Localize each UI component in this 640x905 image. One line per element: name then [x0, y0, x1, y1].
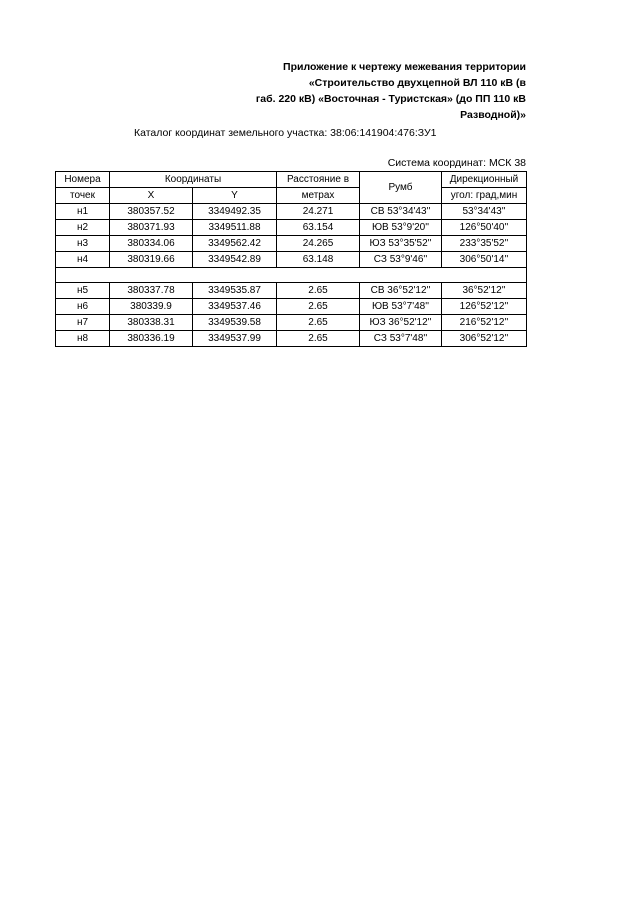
cell-angle: 53°34'43'' — [442, 204, 527, 220]
table-subheader-row — [56, 188, 527, 204]
table-row — [56, 204, 527, 220]
cell-y: 3349562.42 — [193, 236, 277, 252]
cell-angle: 216°52'12'' — [442, 315, 527, 331]
cell-distance: 2.65 — [277, 283, 360, 299]
header-rhumb: Румб — [360, 172, 442, 204]
separator-cell — [56, 268, 527, 283]
cell-rhumb: ЮЗ 53°35'52'' — [360, 236, 442, 252]
header-angle-units: угол: град,мин — [442, 188, 527, 204]
cell-rhumb: ЮВ 53°9'20'' — [360, 220, 442, 236]
cell-point: н5 — [56, 283, 110, 299]
table-row — [56, 236, 527, 252]
cell-rhumb: СЗ 53°9'46'' — [360, 252, 442, 268]
cell-rhumb: СВ 53°34'43'' — [360, 204, 442, 220]
cell-rhumb: ЮЗ 36°52'12'' — [360, 315, 442, 331]
coordinate-system-label: Система координат: МСК 38 — [387, 157, 526, 169]
cell-x: 380339.9 — [110, 299, 193, 315]
cell-angle: 126°50'40'' — [442, 220, 527, 236]
table-row — [56, 315, 527, 331]
catalog-title: Каталог координат земельного участка: 38:06:141904:476:ЗУ1 — [134, 127, 437, 139]
cell-y: 3349492.35 — [193, 204, 277, 220]
header-direction: Дирекционный — [442, 172, 527, 188]
header-line-1: Приложение к чертежу межевания территории — [283, 61, 526, 73]
header-meters: метрах — [277, 188, 360, 204]
header-y: Y — [193, 188, 277, 204]
cell-distance: 2.65 — [277, 315, 360, 331]
cell-y: 3349537.99 — [193, 331, 277, 347]
cell-angle: 36°52'12'' — [442, 283, 527, 299]
cell-point: н8 — [56, 331, 110, 347]
header-coordinates: Координаты — [110, 172, 277, 188]
cell-distance: 63.148 — [277, 252, 360, 268]
cell-point: н7 — [56, 315, 110, 331]
header-line-4: Разводной)» — [460, 109, 526, 121]
cell-point: н3 — [56, 236, 110, 252]
table-separator-row — [56, 268, 527, 283]
coordinates-table — [55, 171, 527, 347]
table-row — [56, 220, 527, 236]
cell-angle: 306°50'14'' — [442, 252, 527, 268]
document-header — [206, 59, 526, 123]
cell-x: 380337.78 — [110, 283, 193, 299]
cell-y: 3349535.87 — [193, 283, 277, 299]
cell-x: 380336.19 — [110, 331, 193, 347]
table-row — [56, 331, 527, 347]
cell-y: 3349539.58 — [193, 315, 277, 331]
cell-x: 380371.93 — [110, 220, 193, 236]
header-line-3: габ. 220 кВ) «Восточная - Туристская» (до ПП 110 кВ — [255, 93, 526, 105]
header-distance: Расстояние в — [277, 172, 360, 188]
cell-point: н2 — [56, 220, 110, 236]
cell-x: 380357.52 — [110, 204, 193, 220]
header-point-numbers: Номера — [56, 172, 110, 188]
cell-rhumb: СЗ 53°7'48'' — [360, 331, 442, 347]
header-points: точек — [56, 188, 110, 204]
table-row — [56, 283, 527, 299]
header-x: X — [110, 188, 193, 204]
cell-angle: 126°52'12'' — [442, 299, 527, 315]
cell-distance: 24.265 — [277, 236, 360, 252]
cell-point: н4 — [56, 252, 110, 268]
cell-rhumb: ЮВ 53°7'48'' — [360, 299, 442, 315]
cell-x: 380334.06 — [110, 236, 193, 252]
cell-point: н1 — [56, 204, 110, 220]
cell-y: 3349511.88 — [193, 220, 277, 236]
cell-angle: 306°52'12'' — [442, 331, 527, 347]
cell-distance: 63.154 — [277, 220, 360, 236]
table-row — [56, 299, 527, 315]
cell-y: 3349542.89 — [193, 252, 277, 268]
cell-y: 3349537.46 — [193, 299, 277, 315]
cell-angle: 233°35'52'' — [442, 236, 527, 252]
cell-distance: 24.271 — [277, 204, 360, 220]
cell-distance: 2.65 — [277, 331, 360, 347]
table-header-row — [56, 172, 527, 188]
cell-x: 380338.31 — [110, 315, 193, 331]
cell-distance: 2.65 — [277, 299, 360, 315]
cell-x: 380319.66 — [110, 252, 193, 268]
cell-point: н6 — [56, 299, 110, 315]
header-line-2: «Строительство двухцепной ВЛ 110 кВ (в — [308, 77, 526, 89]
table-row — [56, 252, 527, 268]
cell-rhumb: СВ 36°52'12'' — [360, 283, 442, 299]
